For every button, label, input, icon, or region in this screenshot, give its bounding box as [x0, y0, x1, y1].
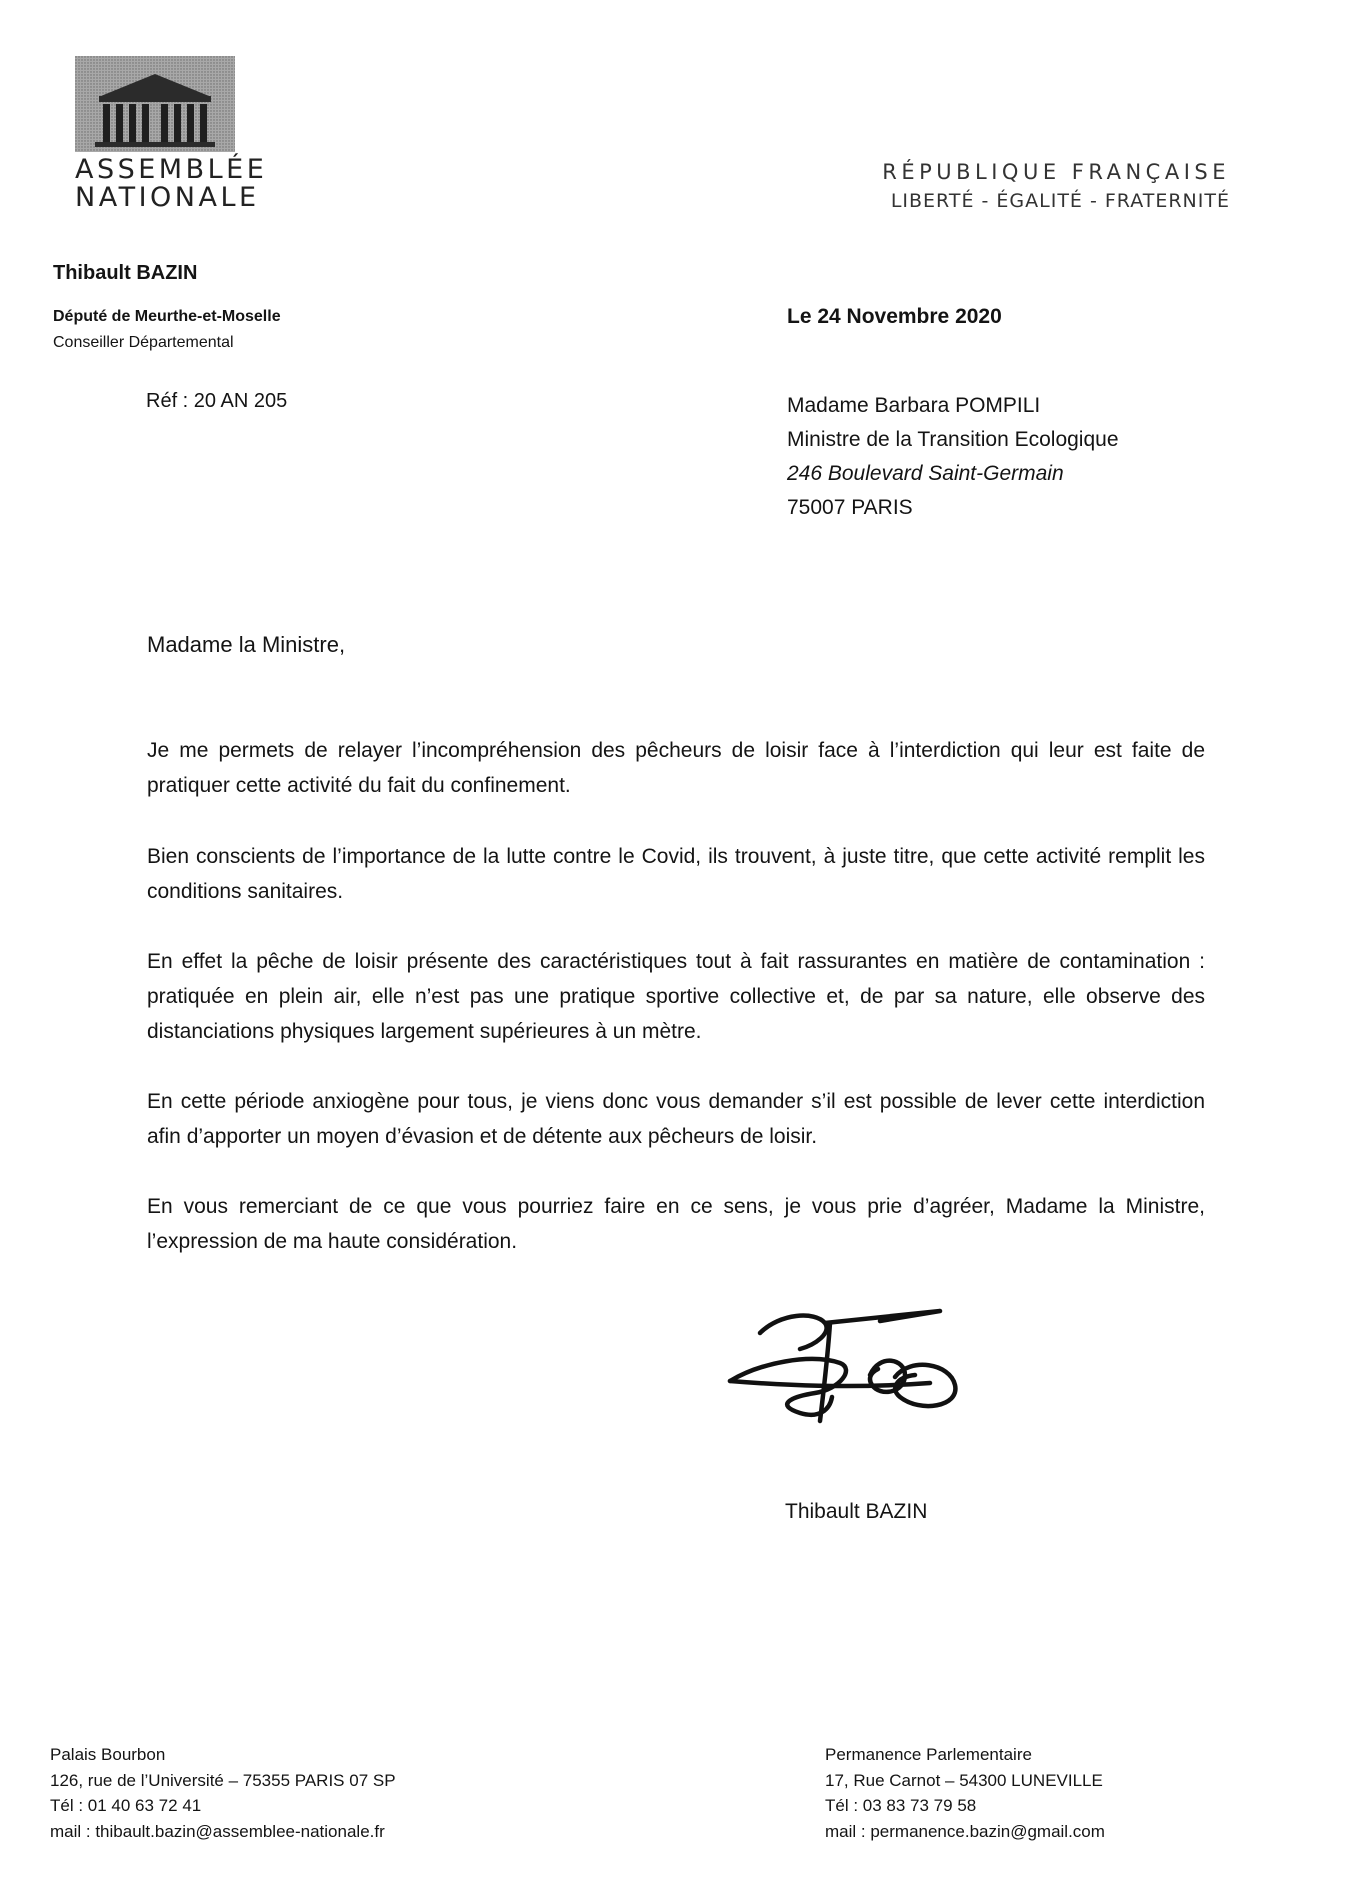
- footer-left-email[interactable]: mail : thibault.bazin@assemblee-nationale.fr: [50, 1821, 385, 1841]
- recipient-name: Madame Barbara POMPILI: [787, 394, 1041, 417]
- sender-secondary-role: Conseiller Départemental: [53, 334, 234, 351]
- recipient-city: 75007 PARIS: [787, 496, 913, 519]
- body-paragraph: En cette période anxiogène pour tous, je viens donc vous demander s’il est possible de lever cette interdiction afin d’apporter un moyen d’évasion et de détente aux pêcheurs de loisir.: [147, 1090, 1205, 1148]
- recipient-title: Ministre de la Transition Ecologique: [787, 428, 1119, 451]
- institution-name-line2: NATIONALE: [75, 182, 260, 213]
- institution-name-line1: ASSEMBLÉE: [75, 154, 268, 185]
- footer-right-address: 17, Rue Carnot – 54300 LUNEVILLE: [825, 1770, 1103, 1790]
- body-paragraph: Bien conscients de l’importance de la lutte contre le Covid, ils trouvent, à juste titre, que cette activité remplit les conditions sanitaires.: [147, 845, 1205, 903]
- republic-motto: LIBERTÉ - ÉGALITÉ - FRATERNITÉ: [890, 190, 1230, 212]
- signer-name: Thibault BAZIN: [785, 1500, 928, 1523]
- recipient-street: 246 Boulevard Saint-Germain: [787, 462, 1064, 485]
- footer-left-address: 126, rue de l’Université – 75355 PARIS 07 SP: [50, 1770, 396, 1790]
- footer-local-office: [825, 1742, 1105, 1844]
- assemblee-nationale-logo: [75, 56, 235, 152]
- footer-right-phone: Tél : 03 83 73 79 58: [825, 1796, 977, 1815]
- letter-date: Le 24 Novembre 2020: [787, 305, 1002, 328]
- handwritten-signature: [720, 1293, 1000, 1433]
- body-paragraph: En effet la pêche de loisir présente des caractéristiques tout à fait rassurantes en matière de contamination : pratiquée en plein air, elle n’est pas une pratique sportive collective et, de par sa nature, elle observe des distanciations physiques largement supérieures à un mètre.: [147, 950, 1205, 1043]
- body-paragraph: En vous remerciant de ce que vous pourriez faire en ce sens, je vous prie d’agréer, Madame la Ministre, l’expression de ma haute considération.: [147, 1195, 1205, 1253]
- footer-paris-office: [50, 1742, 396, 1844]
- republic-title: RÉPUBLIQUE FRANÇAISE: [882, 160, 1230, 184]
- footer-right-email[interactable]: mail : permanence.bazin@gmail.com: [825, 1821, 1105, 1841]
- hemicycle-columns-icon: [75, 56, 235, 152]
- sender-name: Thibault BAZIN: [53, 262, 198, 284]
- letter-reference: Réf : 20 AN 205: [146, 390, 288, 412]
- footer-left-phone: Tél : 01 40 63 72 41: [50, 1796, 202, 1815]
- footer-right-line: Permanence Parlementaire: [825, 1745, 1032, 1764]
- body-paragraph: Je me permets de relayer l’incompréhension des pêcheurs de loisir face à l’interdiction qui leur est faite de pratiquer cette activité du fait du confinement.: [147, 739, 1205, 797]
- salutation: Madame la Ministre,: [147, 632, 346, 657]
- sender-role: Député de Meurthe-et-Moselle: [53, 308, 281, 325]
- footer-left-line: Palais Bourbon: [50, 1745, 166, 1764]
